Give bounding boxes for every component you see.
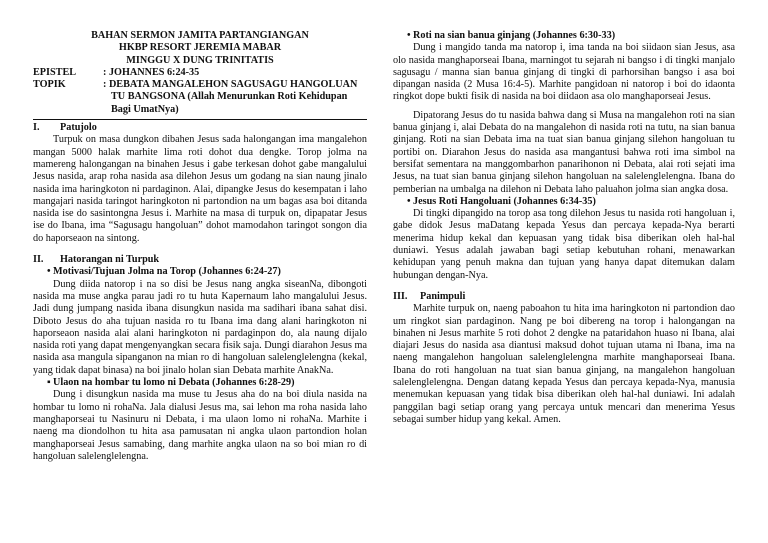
subsection-3-paragraph-1: Dung i mangido tanda ma natorop i, ima tanda na boi siidaon sian Jesus, asa olo nasida manghaporseai Ibana, marningot tu sejarah ni bangso i di tingki manjalo sagusagu / manna sian banua ginjang di tingki di parhorsihan bangso i asa boi dipangan nasida (2 Musa 16:4-5). Marhite pangidoan ni natorop i boi do idaonta ringkot dope bukti fisik di nasida na boi diidaon asa olo manghaporseai Jesus. xyxy=(393,42,735,103)
left-column xyxy=(33,30,367,463)
topik-row xyxy=(33,79,367,116)
subsection-1-paragraph: Dung diida natorop i na so disi be Jesus nang angka siseanNa, dibongoti nasida ma muse angka parau jadi ro tu huta Kapernaum laho mangalului Jesus. Jadi dung jumpang nasida ibana disungkun nasida ma sadihari ibana sahat disi. Diboto Jesus do aha tujuan nasida ro tu Ibana ima dang alani haringkoton ni haporseaon nasida alai alani haringkoton ni pardaginpon do, ala naung dijalo nasida roti yang dapat mengenyangkan secara fisik saja. Dungi diarahon Jesus ma nasida asa mangula sipanganon na mian ro di hangoluan salelenglelengna (kekal, yang tidak dapat binasa) na boi jinalo holan sian Debata marhite AnakNa. xyxy=(33,278,367,376)
section-3-number: III. xyxy=(393,290,408,302)
subsection-1-heading xyxy=(33,266,367,278)
section-3-title: Panimpuli xyxy=(420,290,466,302)
section-1-heading xyxy=(33,122,367,134)
subsection-2-heading xyxy=(33,377,367,389)
bullet-icon: • xyxy=(407,195,411,207)
header-line-3: MINGGU X DUNG TRINITATIS xyxy=(126,54,274,66)
section-1-number: I. xyxy=(33,122,40,134)
right-column xyxy=(393,30,735,426)
subsection-4-title: Jesus Roti Hangoluani (Johannes 6:34-35) xyxy=(413,195,596,207)
document-header xyxy=(33,30,367,67)
header-line-2: HKBP RESORT JEREMIA MABAR xyxy=(118,42,282,54)
section-1-title: Patujolo xyxy=(60,122,97,134)
epistel-label: EPISTEL xyxy=(33,66,77,78)
subsection-3-paragraph-2: Dipatorang Jesus do tu nasida bahwa dang si Musa na mangalehon roti na sian banua ginjang i, alai Debata do na mangalehon di nasida roti na tutu, na sian banua ginjang. Roti na sian Debata ima na tuat sian banua ginjang silehon hangoluan tu portibi on. Diarahon Jesus do nasida asa mangantusi bahwa roti ima simbol na bersifat sementara na manggombarhon panarihonon ni Debata, alai roti sejati ima Jesus, na tuat sian banua ginjang silehon hangoluan na salelenglelengna. Ibana do pemberian na umbalga na dilehon ni Debata laho paluahon jolma sian angka dosa. xyxy=(393,109,735,195)
topik-value: : DEBATA MANGALEHON SAGUSAGU HANGOLUAN TU BANGSONA (Allah Menurunkan Roti Kehidupan Bagi UmatNya) xyxy=(103,79,358,115)
bullet-icon: • xyxy=(407,30,411,41)
header-line-1: BAHAN SERMON JAMITA PARTANGIANGAN xyxy=(91,30,309,41)
subsection-2-paragraph: Dung i disungkun nasida ma muse tu Jesus aha do na boi diula nasida na hombar tu lomo ni rohaNa. Jala dialusi Jesus ma, sai lehon ma roha nasida laho manghaporseai tu Nasinuru ni Debata, i ma ulaon lomo ni rohaNa. Marhite i naeng ma diondolhon tu hita asa pamusatan ni angka ulaon partondion holan manghaporseai Jesus samabing, dang marhite angka ulaon na so boi mian ro di hangoluan salelenglelengna. xyxy=(33,389,367,462)
epistel-row xyxy=(33,67,367,79)
section-3-paragraph: Marhite turpuk on, naeng paboahon tu hita ima haringkoton ni partondion dao um ringkot sian pardaginon. Nang pe boi dibereng na torop i halongangan na binahen ni Jesus marhite 5 roti dohot 2 dengke na pataridahon huaso ni Ibana, alai diajari Jesus do nasida asa diantusi maksud dohot tujuan utama ni Ibana, ima na naeng mangalehon hangoluan salelenglelengna marhite manghaporseai Ibana. Ibana do roti hangoluan na tuat sian banua ginjang, na mangalehon hangoluan salelenglelengna. Dengan datang kepada Yesus dan percaya kepada-Nya, manusia menemukan kepuasan yang tidak bisa diberikan oleh hal-hal duniawi. Ini adalah panggilan bagi setiap orang yang percaya untuk mencari dan menerima Yesus sebagai sumber hidup yang kekal. Amen. xyxy=(393,303,735,425)
section-1-paragraph: Turpuk on masa dungkon dibahen Jesus sada halongangan ima mangalehon mangan 5000 halak marhite lima roti dohot dua dengke. Torop jolma na mamereng halongangan na binahen Jesus i gabe terkesan dohot gabe mangalului Jesus nasida, arap roha nasida asa dilehon Jesus um godang na sian naung jinalo nasida ima haringkoton ni pardaginon. Alai, dipangke Jesus do kesempatan i laho mangajari nasida taringot haringkoton ni partondion na um bagas asa boi ditanda nasida ise do sasintongna Jesus i. Marhite na masa di turpuk on, dipapatar Jesus ise do Ibana, ima “Sagusagu hangoluan” dohot mamodahon taringot songon dia do haporseaon na sintong. xyxy=(33,134,367,244)
subsection-4-paragraph: Di tingki dipangido na torop asa tong dilehon Jesus tu nasida roti hangoluan i, gabe didok Jesus maDatang kepada Yesus dan percaya kepada-Nya berarti menerima hidup kekal dan kepuasan yang tidak bisa diberikan oleh hal-hal duniawi. Yesus adalah jawaban bagi setiap kebutuhan rohani, menawarkan kehidupan yang penuh makna dan tujuan yang hanya dapat ditemukan dalam hubungan dengan-Nya. xyxy=(393,208,735,281)
square-bullet-icon: ▪ xyxy=(47,377,51,389)
section-2-heading xyxy=(33,254,367,266)
subsection-4-heading xyxy=(393,196,735,208)
section-2-title: Hatorangan ni Turpuk xyxy=(60,254,160,266)
section-3-heading xyxy=(393,291,735,303)
subsection-3-heading xyxy=(393,30,735,42)
section-2-number: II. xyxy=(33,254,44,266)
subsection-1-title: Motivasi/Tujuan Jolma na Torop (Johannes 6:24-27) xyxy=(53,266,281,278)
header-divider xyxy=(33,119,367,120)
subsection-3-title: Roti na sian banua ginjang (Johannes 6:30-33) xyxy=(413,30,616,41)
epistel-value: : JOHANNES 6:24-35 xyxy=(103,66,200,78)
subsection-2-title: Ulaon na hombar tu lomo ni Debata (Johannes 6:28-29) xyxy=(53,377,295,389)
topik-label: TOPIK xyxy=(33,79,66,91)
bullet-icon: • xyxy=(47,266,51,278)
